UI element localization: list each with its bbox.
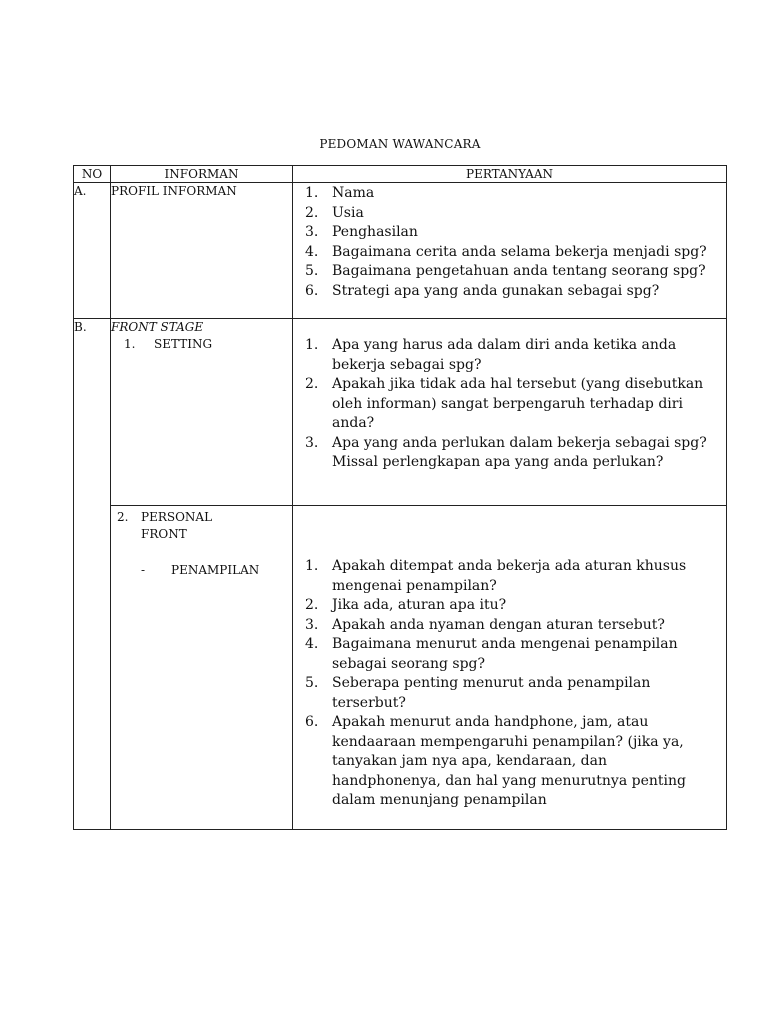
table-row-section-b-personal-front: [74, 506, 727, 830]
setting-label: 1. SETTING: [124, 337, 213, 351]
list-item: 6. Apakah menurut anda handphone, jam, atau kendaaraan mempengaruhi penampilan? (jika ya, tanyakan jam nya apa, kendaraan, dan handphonenya, dan hal yang menurutnya penting dalam menunjang penampilan: [305, 714, 686, 808]
page-title: PEDOMAN WAWANCARA: [319, 137, 481, 151]
section-b-setting-questions: [293, 319, 727, 506]
list-item: 5. Bagaimana pengetahuan anda tentang seorang spg?: [305, 263, 706, 279]
list-item: 2. Jika ada, aturan apa itu?: [305, 597, 507, 613]
list-item: 3. Apakah anda nyaman dengan aturan tersebut?: [305, 616, 665, 633]
section-b-personal-informan: [111, 506, 293, 830]
list-item: 1. Apakah ditempat anda bekerja ada aturan khusus mengenai penampilan?: [305, 558, 687, 594]
list-item: 3. Penghasilan: [305, 224, 418, 240]
section-a-no: A.: [74, 183, 111, 319]
section-a-informan: PROFIL INFORMAN: [111, 183, 293, 319]
list-item: 4. Bagaimana menurut anda mengenai penampilan sebagai seorang spg?: [305, 636, 678, 672]
header-informan: INFORMAN: [111, 166, 293, 183]
section-b-setting-informan: [111, 319, 293, 506]
header-pertanyaan: PERTANYAAN: [293, 166, 727, 183]
list-item: 1. Nama: [305, 185, 375, 201]
table-row-section-b-setting: [74, 319, 727, 506]
personal-front-label: 2. PERSONAL FRONT: [117, 510, 213, 541]
list-item: 2. Apakah jika tidak ada hal tersebut (yang disebutkan oleh informan) sangat berpengaruh terhadap diri anda?: [305, 376, 704, 431]
interview-guide-table: [73, 165, 727, 830]
penampilan-label: - PENAMPILAN: [141, 563, 260, 577]
list-item: 6. Strategi apa yang anda gunakan sebagai spg?: [305, 282, 660, 299]
section-a-questions: [293, 183, 727, 319]
section-b-no: B.: [74, 319, 111, 830]
section-b-personal-questions: [293, 506, 727, 830]
list-item: 4. Bagaimana cerita anda selama bekerja menjadi spg?: [305, 243, 707, 260]
table-row-section-a: [74, 183, 727, 319]
list-item: 5. Seberapa penting menurut anda penampilan terserbut?: [305, 675, 651, 711]
list-item: 1. Apa yang harus ada dalam diri anda ketika anda bekerja sebagai spg?: [305, 337, 677, 373]
list-item: 2. Usia: [305, 204, 364, 221]
table-header-row: [74, 166, 727, 183]
front-stage-label: FRONT STAGE: [111, 320, 204, 334]
list-item: 3. Apa yang anda perlukan dalam bekerja sebagai spg? Missal perlengkapan apa yang anda perlukan?: [305, 434, 707, 470]
header-no: NO: [74, 166, 111, 183]
